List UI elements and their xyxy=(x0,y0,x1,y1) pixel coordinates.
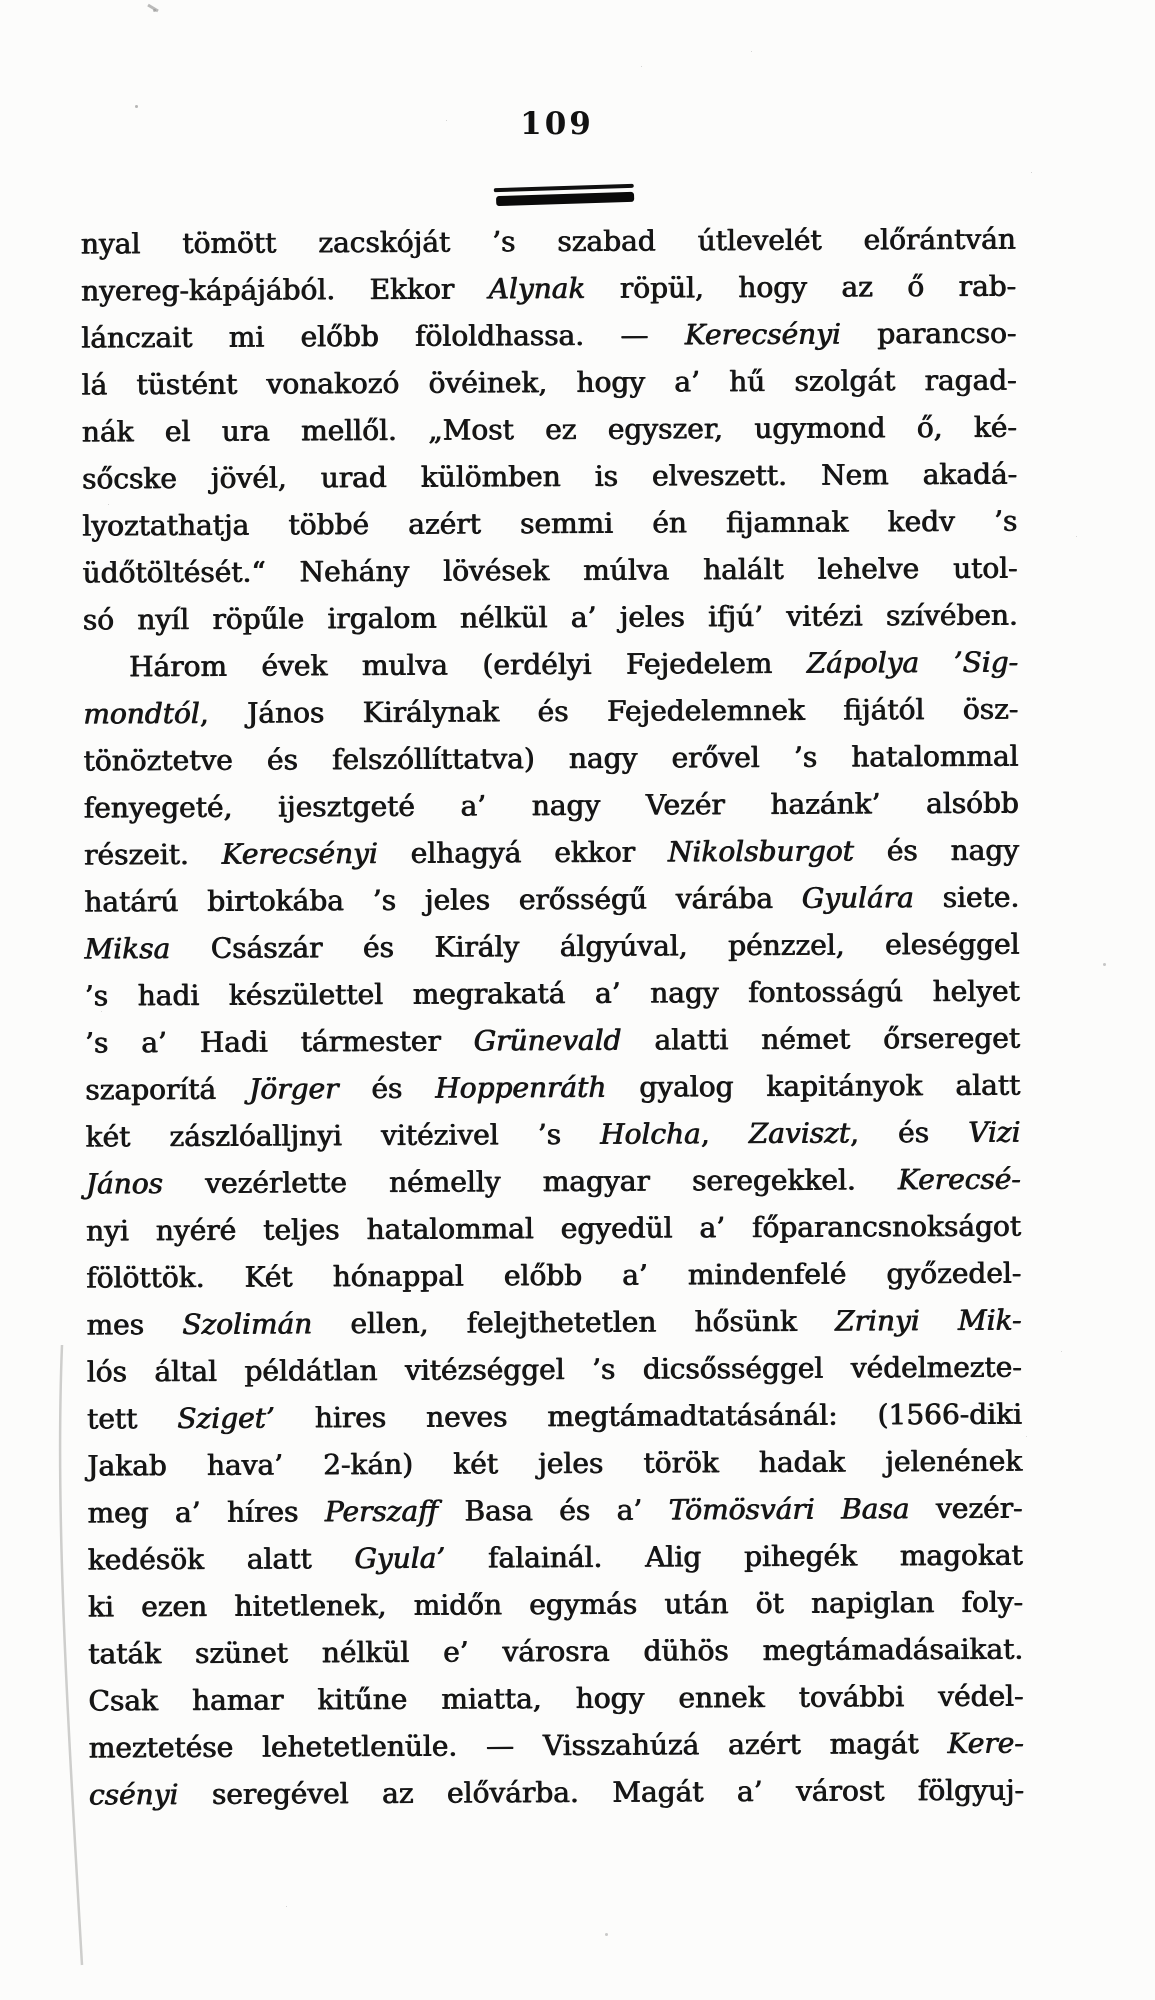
italic-text-run: Holcha xyxy=(600,1117,701,1151)
text-run: vezérlette némelly magyar seregekkel. xyxy=(162,1163,899,1201)
text-line xyxy=(83,639,1018,691)
text-run: falainál. Alig pihegék magokat xyxy=(445,1538,1023,1575)
italic-text-run: Hoppenráth xyxy=(435,1070,607,1105)
text-run: , és xyxy=(850,1115,969,1150)
text-run: alatti német őrsereget xyxy=(621,1021,1021,1057)
text-run: gyalog kapitányok alatt xyxy=(606,1068,1021,1104)
text-line xyxy=(83,686,1018,738)
text-run: nyi nyéré teljes hatalommal egyedül a’ főparancsnokságot xyxy=(86,1209,1022,1248)
text-run: és xyxy=(338,1071,436,1106)
text-run: nyal tömött zacskóját ’s szabad útlevelét előrántván xyxy=(80,222,1017,261)
text-line xyxy=(85,1015,1020,1067)
text-run: Császár és Király álgyúval, pénzzel, eleséggel xyxy=(170,927,1020,966)
text-run: ’s hadi készülettel megrakatá a’ nagy fontosságú helyet xyxy=(84,974,1020,1013)
text-run: , xyxy=(700,1116,749,1151)
text-run: fenyegeté, ijesztgeté a’ nagy Vezér hazánk’ alsóbb xyxy=(83,786,1019,825)
page-text xyxy=(81,216,1024,1819)
text-line xyxy=(83,545,1018,597)
text-run: nyereg-kápájából. Ekkor xyxy=(81,272,489,308)
text-line xyxy=(84,874,1019,926)
italic-text-run: Tömösvári Basa xyxy=(668,1492,910,1527)
text-run: seregével az elővárba. Magát a’ várost fölgyuj- xyxy=(178,1773,1025,1811)
text-run: siete. xyxy=(913,880,1020,915)
text-run: parancso- xyxy=(840,316,1017,351)
text-run: Három évek mulva (erdélyi Fejedelem xyxy=(129,646,807,684)
italic-text-run: Szolimán xyxy=(182,1307,313,1341)
text-run: ’s a’ Hadi tármester xyxy=(85,1024,474,1060)
italic-text-run: Gyulára xyxy=(801,881,914,915)
text-line xyxy=(84,780,1019,832)
italic-text-run: Alynak xyxy=(488,271,586,306)
text-line xyxy=(87,1344,1022,1396)
text-line xyxy=(85,921,1020,973)
italic-text-run: Jörger xyxy=(249,1072,339,1106)
text-line xyxy=(88,1579,1023,1631)
text-line xyxy=(81,310,1016,362)
italic-text-run: csényi xyxy=(88,1777,179,1812)
text-run: szaporítá xyxy=(85,1072,250,1107)
text-line xyxy=(84,733,1019,785)
text-run: röpül, hogy az ő rab- xyxy=(585,269,1017,305)
italic-text-run: Kerecsényi xyxy=(221,836,378,871)
text-run: mes xyxy=(86,1307,183,1342)
text-run: kedésök alatt xyxy=(87,1542,355,1577)
text-run: só nyíl röpűle irgalom nélkül a’ jeles ifjú’ vitézi szívében. xyxy=(82,598,1018,637)
italic-text-run: Sziget’ xyxy=(177,1401,276,1435)
page-number: 109 xyxy=(520,106,594,142)
text-line xyxy=(82,451,1017,503)
text-run: meg a’ híres xyxy=(87,1495,325,1530)
text-run: tönöztetve és felszóllíttatva) nagy erővel ’s hatalommal xyxy=(83,739,1019,778)
text-run: Csak hamar kitűne miatta, hogy ennek további védel- xyxy=(88,1679,1024,1718)
italic-text-run: Zápolya ’Sig- xyxy=(806,645,1019,680)
text-line xyxy=(88,1626,1023,1678)
italic-text-run: Kere- xyxy=(947,1726,1024,1760)
text-line xyxy=(87,1438,1022,1490)
italic-text-run: Perszaff xyxy=(324,1494,439,1529)
text-line xyxy=(85,968,1020,1020)
scan-speck xyxy=(135,105,138,108)
text-line xyxy=(82,498,1017,550)
text-line xyxy=(86,1156,1021,1208)
text-line xyxy=(84,827,1019,879)
text-line xyxy=(85,1062,1020,1114)
text-line xyxy=(82,404,1017,456)
italic-text-run: Kerecsé- xyxy=(897,1162,1021,1197)
text-line xyxy=(87,1391,1022,1443)
text-run: fölöttök. Két hónappal előbb a’ mindenfelé győzedel- xyxy=(86,1256,1022,1295)
text-run: két zászlóalljnyi vitézivel ’s xyxy=(85,1117,601,1154)
text-line xyxy=(88,1673,1023,1725)
text-run: ellen, felejthetetlen hősünk xyxy=(312,1304,836,1341)
text-run: vezér- xyxy=(909,1491,1023,1526)
text-line xyxy=(86,1297,1021,1349)
italic-text-run: Zaviszt xyxy=(748,1116,851,1150)
text-line xyxy=(85,1109,1020,1161)
text-run: nák el ura mellől. „Most ez egyszer, ugymond ő, ké- xyxy=(81,410,1018,449)
text-run: üdőtöltését.“ Nehány lövések múlva halált lehelve utol- xyxy=(82,551,1018,590)
italic-text-run: mondtól xyxy=(83,696,200,731)
text-line xyxy=(81,216,1016,268)
text-run: lánczait mi előbb föloldhassa. — xyxy=(81,318,685,355)
text-run: taták szünet nélkül e’ városra dühös megtámadásaikat. xyxy=(88,1632,1024,1671)
text-line xyxy=(87,1485,1022,1537)
italic-text-run: Kerecsényi xyxy=(684,317,842,352)
text-run: Basa és a’ xyxy=(438,1493,669,1528)
rule-thick-bar xyxy=(496,192,634,206)
text-run: lyoztathatja többé azért semmi én fijamnak kedv ’s xyxy=(82,504,1018,543)
text-run: határú birtokába ’s jeles erősségű várába xyxy=(84,881,803,919)
text-run: hires neves megtámadtatásánál: (1566-diki xyxy=(274,1397,1023,1435)
italic-text-run: Miksa xyxy=(84,932,171,966)
text-line xyxy=(83,592,1018,644)
text-line xyxy=(89,1767,1024,1819)
text-run: lá tüstént vonakozó övéinek, hogy a’ hű szolgát ragad- xyxy=(81,363,1017,402)
header-double-rule xyxy=(494,184,634,206)
text-line xyxy=(82,357,1017,409)
text-run: sőcske jövél, urad külömben is elveszett. Nem akadá- xyxy=(82,457,1018,496)
text-line xyxy=(89,1720,1024,1772)
text-run: tett xyxy=(87,1401,178,1436)
text-run: Jakab hava’ 2-kán) két jeles török hadak jelenének xyxy=(87,1444,1023,1483)
italic-text-run: Nikolsburgot xyxy=(667,834,855,869)
text-run: , János Királynak és Fejedelemnek fijától ösz- xyxy=(199,692,1019,730)
text-run: meztetése lehetetlenüle. — Visszahúzá azért magát xyxy=(88,1726,948,1765)
rule-thin-bar xyxy=(494,184,634,192)
text-line xyxy=(86,1250,1021,1302)
italic-text-run: János xyxy=(85,1167,164,1201)
text-run: lós által példátlan vitézséggel ’s dicsősséggel védelmezte- xyxy=(86,1350,1022,1389)
text-line xyxy=(88,1532,1023,1584)
text-run: és nagy xyxy=(853,833,1020,868)
italic-text-run: Grünevald xyxy=(473,1023,622,1058)
italic-text-run: Zrinyi Mik- xyxy=(835,1303,1022,1338)
italic-text-run: Gyula’ xyxy=(354,1541,446,1576)
text-run: ki ezen hitetlenek, midőn egymás után öt napiglan foly- xyxy=(87,1585,1024,1624)
text-line xyxy=(86,1203,1021,1255)
text-run: elhagyá ekkor xyxy=(377,835,669,870)
text-run: részeit. xyxy=(84,837,222,872)
text-line xyxy=(81,263,1016,315)
italic-text-run: Vizi xyxy=(968,1115,1021,1149)
